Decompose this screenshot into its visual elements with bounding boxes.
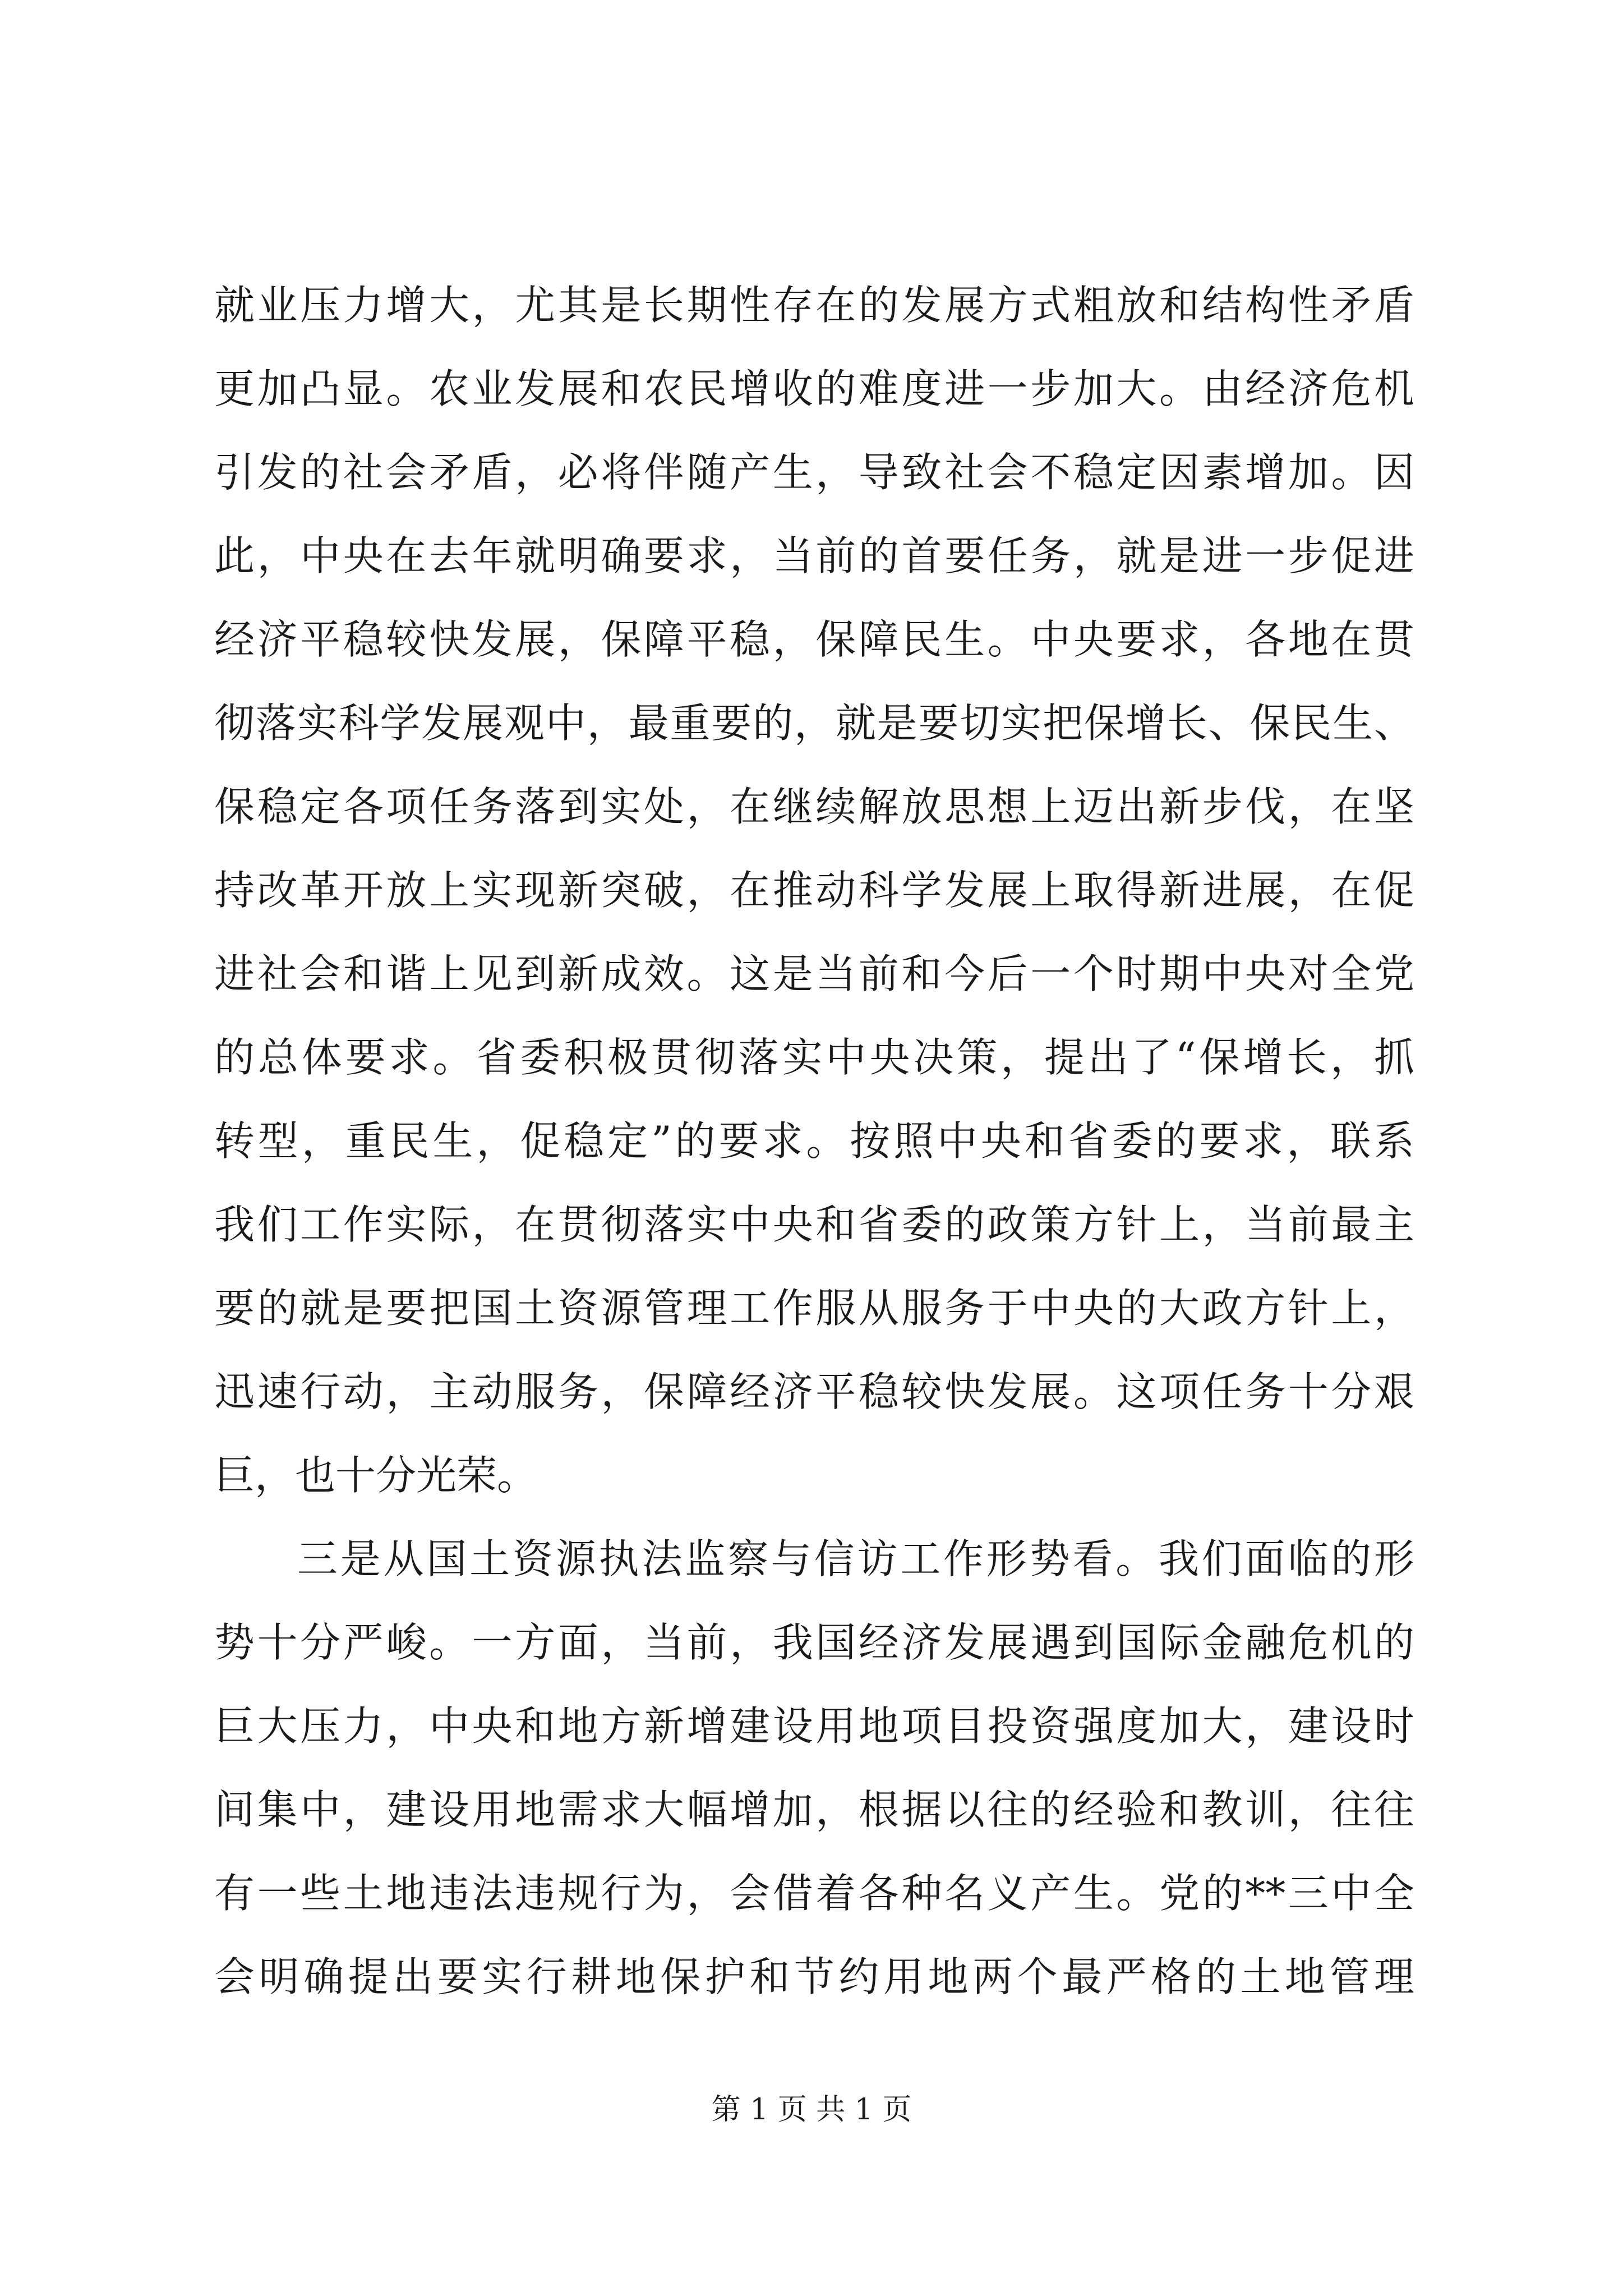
text-line: 持改革开放上实现新突破，在推动科学发展上取得新进展，在促 — [214, 867, 1414, 914]
text-line: 彻落实科学发展观中，最重要的，就是要切实把保增长、保民生、 — [214, 700, 1414, 747]
body-text — [214, 264, 1414, 2019]
text-line: 会明确提出要实行耕地保护和节约用地两个最严格的土地管理 — [214, 1953, 1414, 2000]
text-line: 就业压力增大，尤其是长期性存在的发展方式粗放和结构性矛盾 — [214, 282, 1414, 329]
text-line: 势十分严峻。一方面，当前，我国经济发展遇到国际金融危机的 — [214, 1619, 1414, 1666]
text-line: 迅速行动，主动服务，保障经济平稳较快发展。这项任务十分艰 — [214, 1368, 1414, 1415]
text-line: 保稳定各项任务落到实处，在继续解放思想上迈出新步伐，在坚 — [214, 783, 1414, 830]
text-line: 经济平稳较快发展，保障平稳，保障民生。中央要求，各地在贯 — [214, 616, 1414, 663]
text-line: 转型，重民生，促稳定”的要求。按照中央和省委的要求，联系 — [214, 1117, 1414, 1165]
page-number-footer: 第 1 页 共 1 页 — [711, 2093, 912, 2127]
text-line: 有一些土地违法违规行为，会借着各种名义产生。党的**三中全 — [214, 1870, 1414, 1917]
text-line: 进社会和谐上见到新成效。这是当前和今后一个时期中央对全党 — [214, 950, 1414, 997]
text-line: 要的就是要把国土资源管理工作服从服务于中央的大政方针上， — [214, 1285, 1414, 1332]
text-line: 我们工作实际，在贯彻落实中央和省委的政策方针上，当前最主 — [214, 1201, 1414, 1248]
text-line: 间集中，建设用地需求大幅增加，根据以往的经验和教训，往往 — [214, 1786, 1414, 1833]
text-line: 的总体要求。省委积极贯彻落实中央决策，提出了“保增长，抓 — [214, 1034, 1414, 1081]
text-line: 此，中央在去年就明确要求，当前的首要任务，就是进一步促进 — [214, 532, 1414, 579]
text-line: 更加凸显。农业发展和农民增收的难度进一步加大。由经济危机 — [214, 365, 1414, 412]
text-line: 巨，也十分光荣。 — [214, 1452, 538, 1499]
text-line: 巨大压力，中央和地方新增建设用地项目投资强度加大，建设时 — [214, 1703, 1414, 1750]
text-line: 引发的社会矛盾，必将伴随产生，导致社会不稳定因素增加。因 — [214, 449, 1414, 496]
paragraph-first-line: 三是从国土资源执法监察与信访工作形势看。我们面临的形 — [297, 1535, 1414, 1582]
